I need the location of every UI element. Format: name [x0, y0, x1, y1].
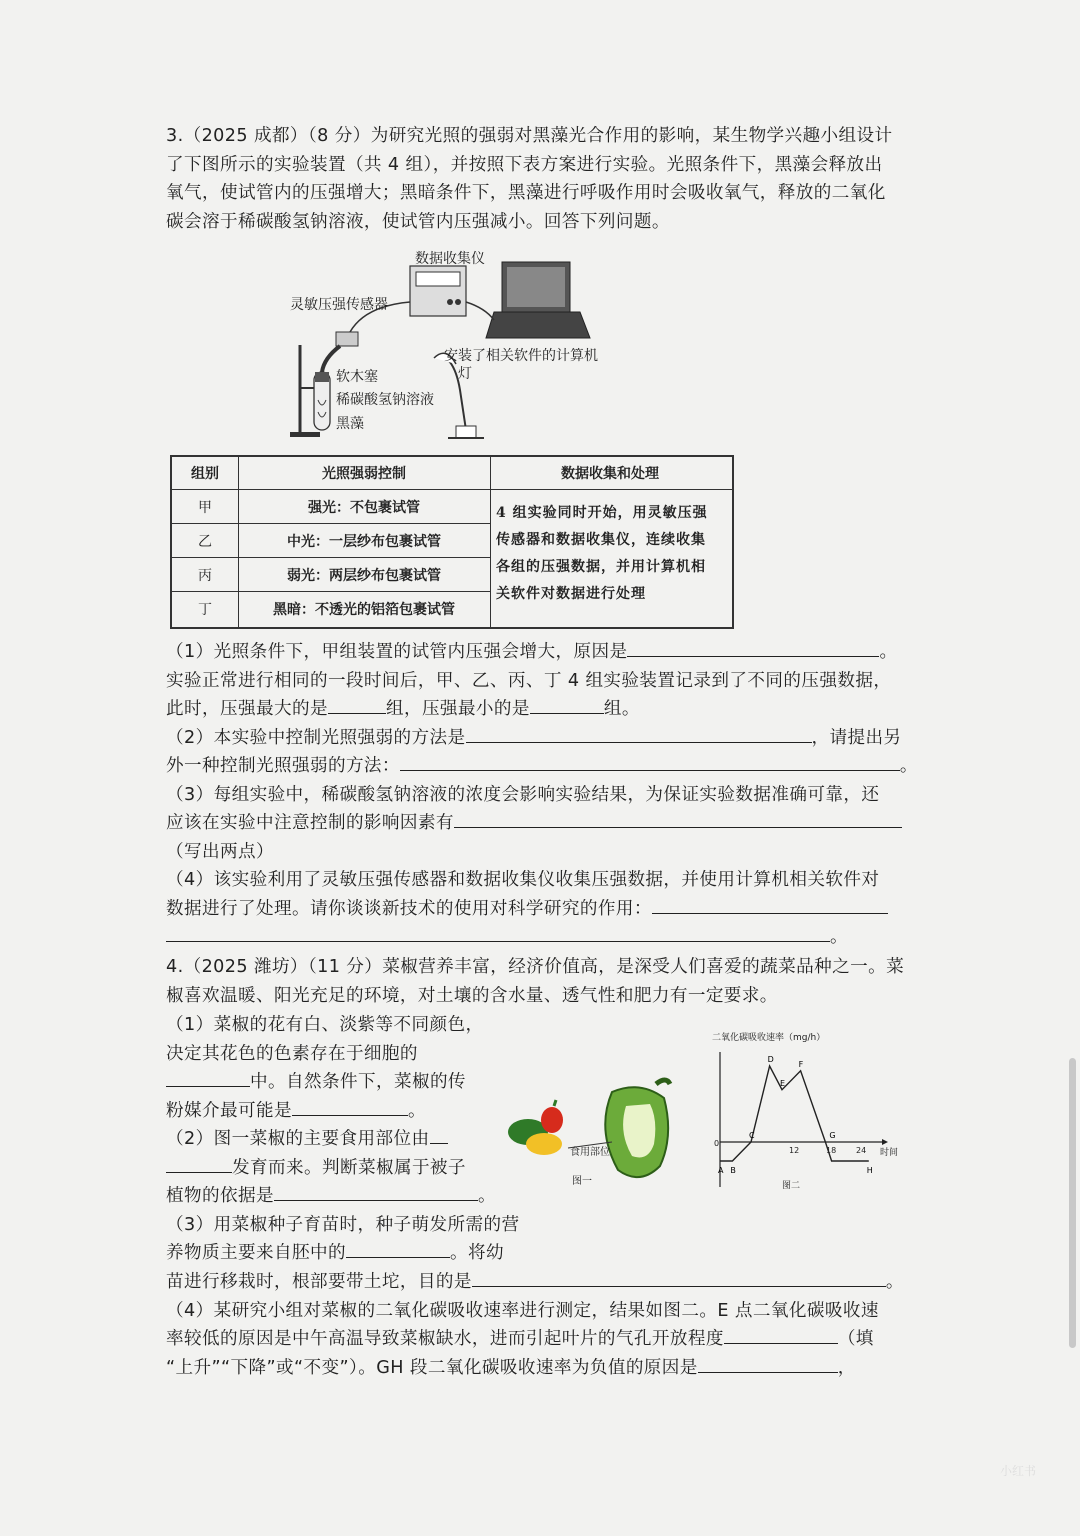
- point-label: C: [749, 1131, 755, 1140]
- q4-sub1-text: （1）菜椒的花有白、淡紫等不同颜色，: [166, 1015, 484, 1035]
- punct: 。: [899, 756, 918, 776]
- q3-intro-line: 了下图所示的实验装置（共 4 组），并按照下表方案进行实验。光照条件下，黑藻会释放出: [166, 154, 883, 175]
- answer-blank[interactable]: [698, 1354, 838, 1373]
- fig1-caption: 图一: [572, 1176, 592, 1187]
- answer-blank[interactable]: [724, 1325, 838, 1344]
- table-processing-text: [496, 500, 724, 608]
- q3-sub1-text: 组，压强最小的是: [385, 699, 530, 719]
- punct: 。: [830, 927, 848, 947]
- stopper-label: 软木塞: [336, 369, 378, 385]
- q4-sub4-text: （4）某研究小组对菜椒的二氧化碳吸收速率进行测定，结果如图二。E 点二氧化碳吸收速: [166, 1300, 879, 1321]
- scrollbar[interactable]: [1069, 1058, 1076, 1348]
- table-row-control: 中光：一层纱布包裹试管: [287, 533, 441, 550]
- q3-intro-line: 3.（2025 成都）（8 分）为研究光照的强弱对黑藻光合作用的影响，某生物学兴趣小组设计: [166, 126, 893, 146]
- processing-line: 4 组实验同时开始，用灵敏压强: [496, 505, 708, 521]
- point-label: F: [798, 1059, 804, 1069]
- q4-sub3-text: 苗进行移栽时，根部要带土坨，目的是: [166, 1272, 472, 1292]
- answer-blank[interactable]: [400, 752, 900, 771]
- punct: ，: [837, 1357, 856, 1378]
- processing-line: 传感器和数据收集仪，连续收集: [496, 532, 706, 548]
- punct: 。: [879, 642, 898, 662]
- q4-sub2-text: （2）图一菜椒的主要食用部位由: [166, 1129, 430, 1149]
- punct: 。: [885, 1272, 904, 1292]
- solution-label: 稀碳酸氢钠溶液: [336, 392, 434, 408]
- figure-1-peppers: [500, 1040, 690, 1190]
- data-collector-label: 数据收集仪: [415, 251, 485, 267]
- q3-intro-line: 碳会溶于稀碳酸氢钠溶液，使试管内压强减小。回答下列问题。: [166, 211, 670, 232]
- answer-blank[interactable]: [652, 895, 888, 914]
- table-header: 光照强弱控制: [322, 466, 406, 482]
- answer-blank[interactable]: [292, 1097, 408, 1116]
- q3-sub2-text: 外一种控制光照强弱的方法：: [166, 756, 400, 776]
- q4-sub4-text: “上升”“下降”或“不变”）。GH 段二氧化碳吸收速率为负值的原因是: [166, 1357, 698, 1378]
- table-header: 组别: [191, 466, 219, 482]
- q4-sub3-text: 。将幼: [449, 1243, 504, 1263]
- q4-intro-line: 4.（2025 潍坊）（11 分）菜椒营养丰富，经济价值高，是深受人们喜爱的蔬菜品种之一。菜: [166, 957, 905, 977]
- punct: 。: [477, 1186, 496, 1206]
- processing-line: 关软件对数据进行处理: [496, 586, 646, 602]
- answer-blank[interactable]: [346, 1239, 450, 1258]
- q3-sub3-text: 应该在实验中注意控制的影响因素有: [166, 813, 454, 833]
- q4-sub3-text: 养物质主要来自胚中的: [166, 1243, 346, 1263]
- answer-blank[interactable]: [166, 1154, 232, 1173]
- q3-intro-line: 氧气，使试管内的压强增大；黑暗条件下，黑藻进行呼吸作用时会吸收氧气，释放的二氧化: [166, 183, 886, 203]
- x-tick-label: 24: [856, 1146, 867, 1155]
- q3-sub1-text: （1）光照条件下，甲组装置的试管内压强会增大，原因是: [166, 642, 628, 662]
- table-row-control: 弱光：两层纱布包裹试管: [287, 567, 441, 584]
- answer-blank[interactable]: [466, 724, 812, 743]
- q4-sub4-text: （填: [837, 1329, 874, 1349]
- answer-blank[interactable]: [627, 638, 879, 657]
- answer-blank[interactable]: [328, 695, 386, 714]
- q4-sub1-text: 粉媒介最可能是: [166, 1100, 292, 1121]
- lamp-label: 灯: [458, 366, 472, 382]
- q4-sub2-text: 植物的依据是: [166, 1186, 274, 1206]
- table-row-group: 乙: [198, 533, 212, 550]
- q4-sub2-text: 发育而来。判断菜椒属于被子: [232, 1157, 466, 1178]
- answer-blank[interactable]: [166, 923, 830, 942]
- origin-label: 0: [714, 1139, 720, 1148]
- answer-blank[interactable]: [274, 1182, 478, 1201]
- q4-sub4-text: 率较低的原因是中午高温导致菜椒缺水，进而引起叶片的气孔开放程度: [166, 1329, 724, 1349]
- chart-title: 二氧化碳吸收速率（mg/h）: [712, 1033, 826, 1043]
- answer-blank[interactable]: [530, 695, 604, 714]
- q4-left-column: [166, 1011, 520, 1268]
- q3-sub2-text: （2）本实验中控制光照强弱的方法是: [166, 727, 466, 748]
- point-label: A: [718, 1166, 724, 1175]
- apparatus-diagram: [280, 240, 640, 445]
- x-axis-label: 时间: [880, 1148, 899, 1158]
- x-tick-label: 18: [826, 1146, 837, 1155]
- table-row-group: 丙: [198, 567, 212, 584]
- q3-intro: [166, 122, 928, 236]
- answer-blank[interactable]: [430, 1125, 448, 1144]
- q3-sub4-text: （4）该实验利用了灵敏压强传感器和数据收集仪收集压强数据，并使用计算机相关软件对: [166, 870, 880, 890]
- sensor-label: 灵敏压强传感器: [290, 297, 388, 313]
- fig1-label: 食用部位: [570, 1147, 610, 1158]
- q3-sub3-text: （写出两点）: [166, 841, 274, 862]
- point-label: E: [780, 1078, 786, 1088]
- point-label: G: [829, 1131, 836, 1140]
- q3-sub1-text: 实验正常进行相同的一段时间后，甲、乙、丙、丁 4 组实验装置记录到了不同的压强数据，: [166, 670, 892, 691]
- point-label: H: [866, 1166, 873, 1175]
- q4-intro: [166, 953, 928, 1010]
- x-tick-label: 12: [789, 1146, 800, 1155]
- punct: 。: [407, 1100, 426, 1121]
- watermark: 小红书: [1000, 1464, 1037, 1478]
- q4-sub3-text: （3）用菜椒种子育苗时，种子萌发所需的营: [166, 1214, 520, 1235]
- fig2-caption: 图二: [782, 1181, 801, 1191]
- q3-sub1-text: 组。: [603, 699, 640, 719]
- table-row-group: 甲: [198, 499, 212, 516]
- q3-sub1-text: 此时，压强最大的是: [166, 699, 328, 719]
- q4-sub1-text: 决定其花色的色素存在于细胞的: [166, 1043, 418, 1064]
- table-row-group: 丁: [198, 601, 212, 618]
- q4-sub1-text: 中。自然条件下，菜椒的传: [250, 1072, 466, 1092]
- q3-subquestions: [166, 638, 928, 952]
- computer-label: 安装了相关软件的计算机: [444, 348, 598, 364]
- point-label: B: [730, 1166, 736, 1175]
- table-row-control: 强光：不包裹试管: [308, 499, 420, 516]
- figure-2-chart: [700, 1022, 910, 1197]
- algae-label: 黑藻: [336, 416, 364, 432]
- answer-blank[interactable]: [472, 1268, 886, 1287]
- processing-line: 各组的压强数据，并用计算机相: [496, 559, 706, 575]
- q3-sub3-text: （3）每组实验中，稀碳酸氢钠溶液的浓度会影响实验结果，为保证实验数据准确可靠，还: [166, 784, 880, 805]
- table-row-control: 黑暗：不透光的铝箔包裹试管: [273, 601, 455, 618]
- answer-blank[interactable]: [166, 1068, 250, 1087]
- q3-sub4-text: 数据进行了处理。请你谈谈新技术的使用对科学研究的作用：: [166, 898, 652, 919]
- q4-bottom: [166, 1268, 928, 1382]
- answer-blank[interactable]: [454, 809, 902, 828]
- table-header: 数据收集和处理: [561, 466, 659, 482]
- point-label: D: [767, 1055, 774, 1064]
- q3-sub2-text: ，请提出另: [811, 727, 902, 748]
- q4-intro-line: 椒喜欢温暖、阳光充足的环境，对土壤的含水量、透气性和肥力有一定要求。: [166, 985, 778, 1006]
